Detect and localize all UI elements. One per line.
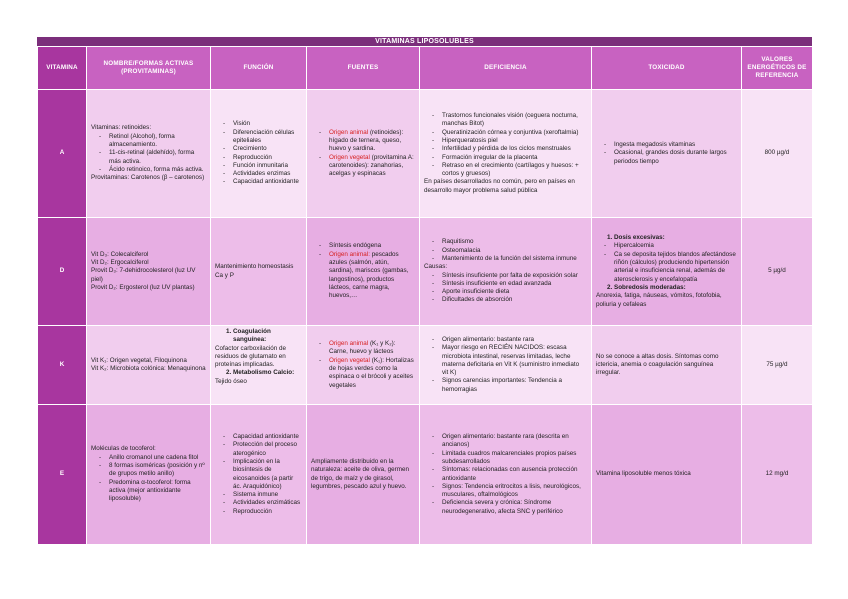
fuentes-list — [311, 340, 415, 390]
nombre-intro: Vitaminas: retinoides: — [91, 124, 152, 132]
list-item: - 8 formas isoméricas (posición y nº de grupos metilo anillo) — [99, 462, 206, 479]
nombre-line: Vit K₁: Origen vegetal, Filoquinona — [91, 356, 187, 364]
toxicidad-outro: Anorexia, fatiga, náuseas, vómitos, fotofobia, poliuria y cefaleas — [596, 292, 722, 308]
vitamin-label: A — [38, 90, 87, 218]
list-item: - Protección del proceso aterogénico — [223, 441, 302, 458]
list-item: - Función inmunitaria — [223, 162, 302, 170]
deficiencia-cell — [420, 326, 592, 405]
list-item: - Ocasional, grandes dosis durante largos periodos tiempo — [604, 149, 737, 166]
fuentes-cell — [307, 90, 420, 218]
toxicidad-cell — [592, 218, 742, 326]
list-item: - Raquitismo — [432, 238, 587, 246]
list-item: - Síntomas: relacionadas con ausencia protección antioxidante — [432, 466, 587, 483]
funcion-text-2: Tejido óseo — [215, 377, 247, 385]
nombre-cell — [87, 90, 211, 218]
table-row-vitamin-e — [38, 405, 813, 545]
nombre-list — [91, 133, 206, 174]
list-item: - Osteomalacia — [432, 247, 587, 255]
list-item: - Ingesta megadosis vitaminas — [604, 141, 737, 149]
nombre-list — [91, 454, 206, 504]
list-item — [319, 357, 415, 390]
deficiencia-list — [424, 238, 587, 263]
list-item: - Dificultades de absorción — [432, 296, 587, 304]
fuentes-cell — [307, 326, 420, 405]
toxicidad-cell — [592, 90, 742, 218]
list-item: - 11-cis-retinal (aldehído), forma más activa. — [99, 149, 206, 166]
nombre-line: Vit D₂: Ergocalciferol — [91, 259, 149, 267]
list-item: - Signos carencias importantes: Tendencia a hemorragias — [432, 377, 587, 394]
toxicidad-heading-2: 2. Sobredosis moderadas: — [596, 284, 737, 292]
origin-animal-label: Origen animal: — [329, 250, 370, 258]
vitamin-label: D — [38, 218, 87, 326]
list-item: - Síntesis insuficiente en edad avanzada — [432, 280, 587, 288]
fuentes-list — [311, 242, 415, 300]
fuentes-list — [311, 129, 415, 179]
vitamin-label: K — [38, 326, 87, 405]
list-item: - Retraso en el crecimiento (cartílagos y huesos: + cortos y gruesos) — [432, 162, 587, 179]
funcion-list — [215, 120, 302, 186]
list-item: - Capacidad antioxidante — [223, 433, 302, 441]
toxicidad-list — [596, 141, 737, 166]
origin-animal-text: pescados azules (salmón, atún, sardina), mariscos (gambas, langostinos), productos lácteos, carne magra, huevos,… — [329, 250, 409, 300]
origin-animal-text: (retinoides): hígado de ternera, queso, huevo y sardina. — [329, 128, 404, 153]
table-row-vitamin-d — [38, 218, 813, 326]
valores-cell: 12 mg/d — [742, 405, 813, 545]
table-row-vitamin-a — [38, 90, 813, 218]
nombre-cell — [87, 218, 211, 326]
funcion-list — [215, 433, 302, 516]
list-item: - Trastornos funcionales visión (ceguera nocturna, manchas Bitot) — [432, 112, 587, 129]
valores-cell: 800 µg/d — [742, 90, 813, 218]
list-item: - Diferenciación células epiteliales — [223, 129, 302, 146]
list-item: - Infertilidad y pérdida de los ciclos menstruales — [432, 145, 587, 153]
nombre-line: Vit D₃: Colecalciferol — [91, 250, 149, 258]
list-item: - Sistema inmune — [223, 491, 302, 499]
deficiencia-list — [424, 433, 587, 516]
deficiencia-cell — [420, 405, 592, 545]
list-item: - Retinol (Alcohol), forma almacenamiento. — [99, 133, 206, 150]
funcion-heading-1: 1. Coagulación sanguínea: — [215, 328, 302, 345]
list-item: - Actividades enzimas — [223, 170, 302, 178]
list-item: - Anillo cromanol une cadena fitol — [99, 454, 206, 462]
list-item: - Queratinización córnea y conjuntiva (xeroftalmia) — [432, 129, 587, 137]
nombre-line: Vit K₂: Microbiota colónica: Menaquinona — [91, 365, 206, 372]
vitamins-table — [37, 46, 813, 545]
deficiencia-cell — [420, 90, 592, 218]
funcion-cell — [211, 90, 307, 218]
nombre-line: Provit D₃: 7-dehidrocolesterol (luz UV piel) — [91, 267, 196, 283]
list-item — [319, 154, 415, 179]
vitamins-table-container — [37, 37, 812, 545]
funcion-text-1: Cofactor carboxilación de residuos de glutamato en proteínas implicadas. — [215, 344, 287, 369]
list-item: - Hipercalcemia — [604, 242, 737, 250]
list-item: - Hiperqueratosis piel — [432, 137, 587, 145]
funcion-cell — [211, 326, 307, 405]
fuentes-cell — [307, 218, 420, 326]
nombre-cell — [87, 405, 211, 545]
deficiencia-list — [424, 112, 587, 178]
funcion-cell: Mantenimiento homeostasis Ca y P — [211, 218, 307, 326]
header-deficiencia: DEFICIENCIA — [420, 47, 592, 90]
list-item: - Capacidad antioxidante — [223, 178, 302, 186]
nombre-intro: Moléculas de tocoferol: — [91, 445, 156, 453]
valores-cell: 75 µg/d — [742, 326, 813, 405]
list-item: - Limitada cuadros malcarenciales propios países subdesarrollados — [432, 450, 587, 467]
origin-vegetal-text: (provitamina A: carotenoides): zanahorias, acelgas y espinacas — [329, 153, 414, 178]
table-row-vitamin-k — [38, 326, 813, 405]
list-item — [319, 340, 415, 357]
list-item: - Ácido retinoico, forma más activa. — [99, 166, 206, 174]
origin-animal-label: Origen animal — [329, 128, 369, 136]
toxicidad-cell: Vitamina liposoluble menos tóxica — [592, 405, 742, 545]
toxicidad-cell: No se conoce a altas dosis. Síntomas como ictericia, anemia o coagulación sanguínea irregular. — [592, 326, 742, 405]
fuentes-cell: Ampliamente distribuido en la naturaleza: aceite de oliva, germen de trigo, de maíz y de girasol, legumbres, pescado azul y huevo. — [307, 405, 420, 545]
header-nombre: NOMBRE/FORMAS ACTIVAS (PROVITAMINAS) — [87, 47, 211, 90]
table-title: VITAMINAS LIPOSOLUBLES — [37, 37, 812, 46]
funcion-heading-2: 2. Metabolismo Calcio: — [215, 369, 302, 377]
list-item: - Origen alimentario: bastante rara — [432, 336, 587, 344]
origin-vegetal-label: Origen vegetal — [329, 356, 370, 364]
list-item: - Actividades enzimáticas — [223, 499, 302, 507]
list-item: - Mantenimiento de la función del sistema inmune — [432, 255, 587, 263]
list-item: - Ca se deposita tejidos blandos afectándose riñón (cálculos) produciendo hipertensión arterial e insuficiencia renal, además de aterosclerosis y encefalopatía — [604, 251, 737, 284]
header-valores: VALORES ENERGÉTICOS DE REFERENCIA — [742, 47, 813, 90]
list-item: - Formación irregular de la placenta — [432, 154, 587, 162]
deficiencia-list — [424, 336, 587, 394]
list-item: - Visión — [223, 120, 302, 128]
origin-vegetal-label: Origen vegetal — [329, 153, 370, 161]
header-toxicidad: TOXICIDAD — [592, 47, 742, 90]
causas-label: Causas: — [424, 263, 448, 271]
toxicidad-list — [596, 242, 737, 283]
nombre-cell — [87, 326, 211, 405]
list-item: - Crecimiento — [223, 145, 302, 153]
nombre-line: Provit D₂: Ergosterol (luz UV plantas) — [91, 283, 195, 291]
list-item: - Mayor riesgo en RECIÉN NACIDOS: escasa microbiota intestinal, reservas limitadas, leche materna deficitaria en Vit K (suministro inmediato vit K) — [432, 344, 587, 377]
origin-vegetal-text: (K₁): Hortalizas de hojas verdes como la espinaca o el brócoli y aceites vegetales — [329, 356, 414, 389]
list-item: - Reproducción — [223, 154, 302, 162]
list-item: - Deficiencia severa y crónica: Síndrome neurodegenerativo, afecta SNC y periférico — [432, 499, 587, 516]
header-row — [38, 47, 813, 90]
list-item: - Origen alimentario: bastante rara (descrita en ancianos) — [432, 433, 587, 450]
list-item: - Síntesis insuficiente por falta de exposición solar — [432, 272, 587, 280]
deficiencia-outro: En países desarrollados no común, pero en países en desarrollo mayor problema salud pública — [424, 178, 575, 194]
list-item: - Predomina α-tocoferol: forma activa (mejor antioxidante liposoluble) — [99, 479, 206, 504]
funcion-cell — [211, 405, 307, 545]
header-funcion: FUNCIÓN — [211, 47, 307, 90]
list-item: - Síntesis endógena — [319, 242, 415, 250]
header-vitamina: VITAMINA — [38, 47, 87, 90]
nombre-outro: Provitaminas: Carotenos (β – carotenos) — [91, 174, 205, 182]
list-item — [319, 251, 415, 301]
list-item: - Reproducción — [223, 508, 302, 516]
header-fuentes: FUENTES — [307, 47, 420, 90]
origin-animal-text: (K₁ y K₂): Carne, huevo y lácteos — [329, 340, 396, 356]
toxicidad-heading-1: 1. Dosis excesivas: — [596, 234, 737, 242]
deficiencia-cell — [420, 218, 592, 326]
vitamin-label: E — [38, 405, 87, 545]
valores-cell: 5 µg/d — [742, 218, 813, 326]
causas-list — [424, 272, 587, 305]
list-item: - Implicación en la biosíntesis de eicosanoides (a partir ác. Araquidónico) — [223, 458, 302, 491]
list-item — [319, 129, 415, 154]
list-item: - Aporte insuficiente dieta — [432, 288, 587, 296]
list-item: - Signos: Tendencia eritrocitos a lisis, neurológicos, musculares, oftalmológicos — [432, 483, 587, 500]
origin-animal-label: Origen animal — [329, 340, 369, 348]
